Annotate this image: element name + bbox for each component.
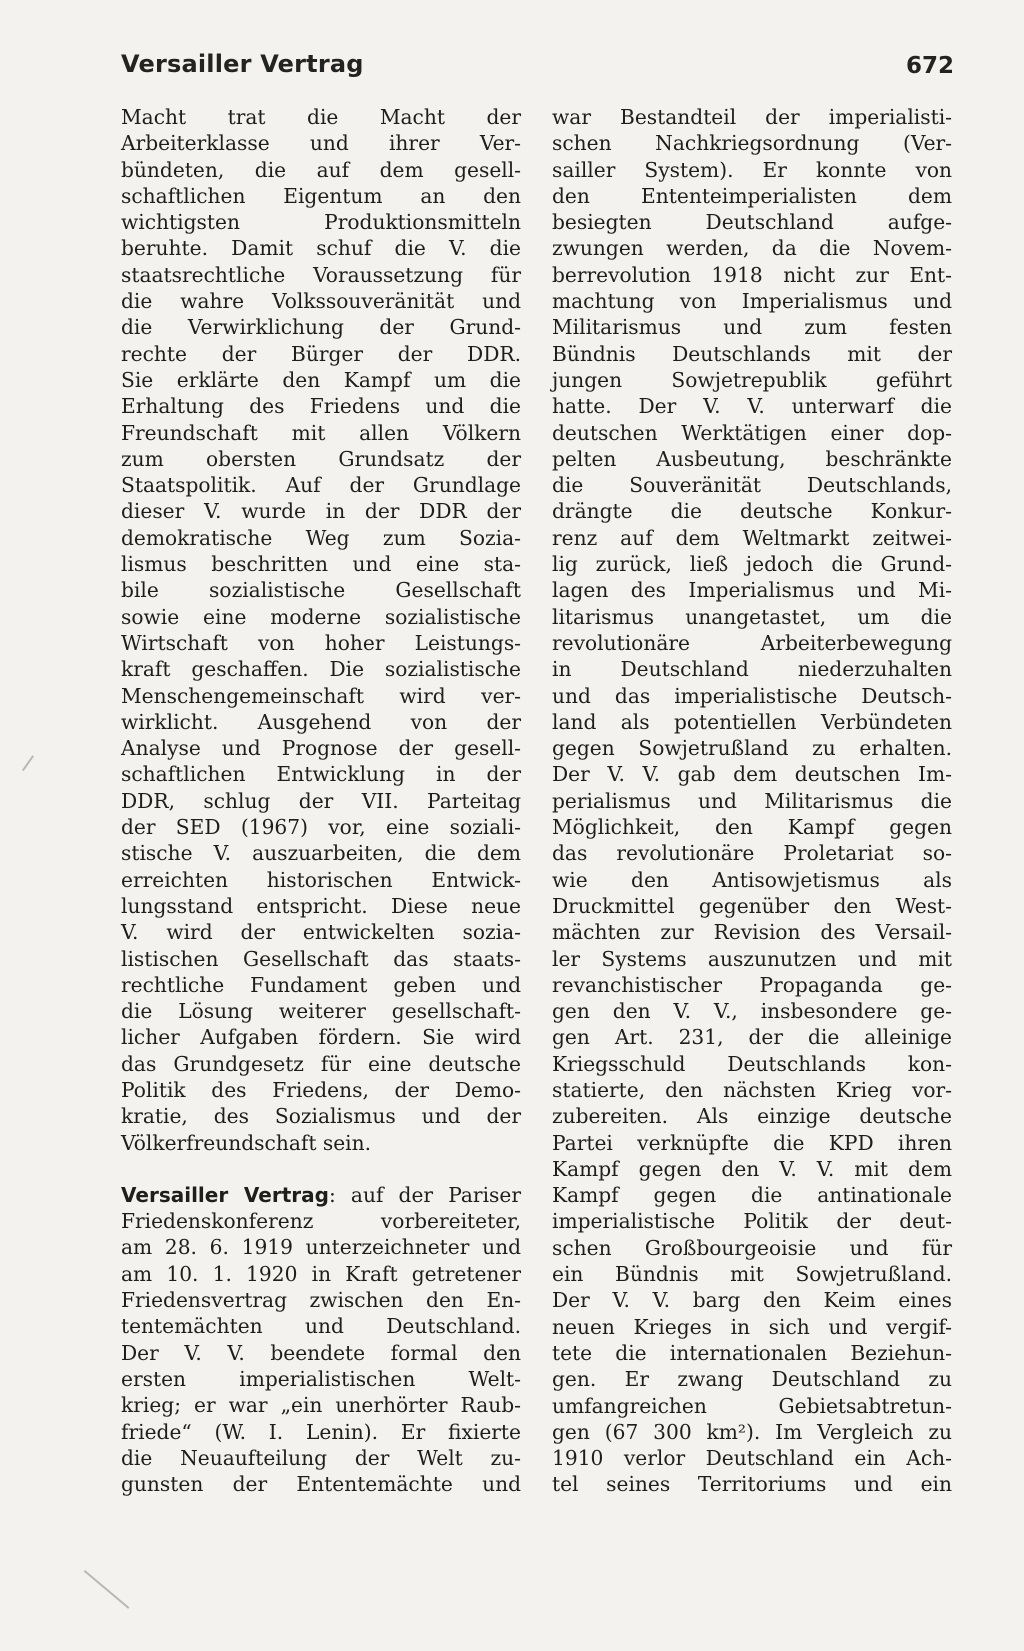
text-line: Friedensvertrag zwischen den En-: [121, 1288, 521, 1313]
text-line: ler Systems auszunutzen und mit: [552, 946, 952, 971]
left-column: [121, 104, 521, 1497]
text-line: sowie eine moderne sozialistische: [121, 604, 521, 629]
text-line: licher Aufgaben fördern. Sie wird: [121, 1025, 521, 1050]
text-line: dieser V. wurde in der DDR der: [121, 499, 521, 524]
text-line: Macht trat die Macht der: [121, 105, 521, 129]
text-line: gen Art. 231, der die alleinige: [552, 1025, 952, 1050]
text-line: drängte die deutsche Konkur-: [552, 499, 952, 524]
text-line: Kampf gegen die antinationale: [552, 1183, 952, 1208]
text-line: Bündnis Deutschlands mit der: [552, 341, 952, 366]
text-line: bündeten, die auf dem gesell-: [121, 157, 521, 182]
text-line: Sie erklärte den Kampf um die: [121, 367, 521, 392]
text-line: beruhte. Damit schuf die V. die: [121, 236, 521, 261]
text-line: statierte, den nächsten Krieg vor-: [552, 1077, 952, 1102]
text-line: schen Großbourgeoisie und für: [552, 1235, 952, 1260]
text-line: zum obersten Grundsatz der: [121, 446, 521, 471]
text-line: gegen Sowjetrußland zu erhalten.: [552, 736, 952, 761]
page-number: 672: [905, 53, 954, 79]
text-line: umfangreichen Gebietsabtretun-: [552, 1393, 952, 1418]
text-line: zubereiten. Als einzige deutsche: [552, 1104, 952, 1129]
text-line: lismus beschritten und eine sta-: [121, 552, 521, 577]
text-line: in Deutschland niederzuhalten: [552, 657, 952, 682]
text-line: krieg; er war „ein unerhörter Raub-: [121, 1393, 521, 1418]
text-line: perialismus und Militarismus die: [552, 788, 952, 813]
text-line: sailler System). Er konnte von: [552, 157, 952, 182]
text-line: litarismus unangetastet, um die: [552, 604, 952, 629]
entry-term: Versailler Vertrag: [121, 1182, 329, 1207]
text-line: machtung von Imperialismus und: [552, 289, 952, 314]
text-line: Wirtschaft von hoher Leistungs-: [121, 630, 521, 655]
text-line: berrevolution 1918 nicht zur Ent-: [552, 262, 952, 287]
text-line: hatte. Der V. V. unterwarf die: [552, 394, 952, 419]
text-line: schaftlichen Eigentum an den: [121, 183, 521, 208]
text-line: DDR, schlug der VII. Parteitag: [121, 788, 521, 813]
text-line: Kampf gegen den V. V. mit dem: [552, 1156, 952, 1181]
text-line: Der V. V. barg den Keim eines: [552, 1288, 952, 1313]
text-line: listischen Gesellschaft das staats-: [121, 946, 521, 971]
text-line: V. wird der entwickelten sozia-: [121, 920, 521, 945]
text-line: den Ententeimperialisten dem: [552, 183, 952, 208]
text-line: Möglichkeit, den Kampf gegen: [552, 815, 952, 840]
text-line: die Souveränität Deutschlands,: [552, 473, 952, 498]
text-line: 1910 verlor Deutschland ein Ach-: [552, 1446, 952, 1471]
text-line: Der V. V. beendete formal den: [121, 1340, 521, 1365]
text-line: Freundschaft mit allen Völkern: [121, 420, 521, 445]
text-line: Völkerfreundschaft sein.: [121, 1130, 372, 1155]
text-line: renz auf dem Weltmarkt zeitwei-: [552, 525, 952, 550]
text-line: gen den V. V., insbesondere ge-: [552, 999, 952, 1024]
text-line: tete die internationalen Beziehun-: [552, 1340, 952, 1365]
text-line: rechte der Bürger der DDR.: [121, 341, 521, 366]
text-line: Staatspolitik. Auf der Grundlage: [121, 473, 521, 498]
text-line: Druckmittel gegenüber den West-: [552, 893, 952, 918]
entry-heading-rest: : auf der Pariser: [328, 1182, 522, 1207]
text-line: mächten zur Revision des Versail-: [552, 920, 952, 945]
text-line: Menschengemeinschaft wird ver-: [121, 683, 521, 708]
text-line: Analyse und Prognose der gesell-: [121, 736, 521, 761]
text-line: Erhaltung des Friedens und die: [121, 394, 521, 419]
text-line: und das imperialistische Deutsch-: [552, 683, 952, 708]
text-line: jungen Sowjetrepublik geführt: [552, 367, 952, 392]
text-line: schen Nachkriegsordnung (Ver-: [552, 131, 952, 156]
text-line: pelten Ausbeutung, beschränkte: [552, 446, 952, 471]
text-line: lagen des Imperialismus und Mi-: [552, 578, 952, 603]
text-line: Friedenskonferenz vorbereiteter,: [121, 1209, 521, 1234]
text-line: die Neuaufteilung der Welt zu-: [121, 1445, 521, 1470]
text-line: schaftlichen Entwicklung in der: [121, 762, 521, 787]
text-line: tentemächten und Deutschland.: [121, 1314, 521, 1339]
text-line: lungsstand entspricht. Diese neue: [121, 893, 521, 918]
entry-separator: [121, 1156, 521, 1182]
text-line: die Verwirklichung der Grund-: [121, 315, 521, 340]
text-line: das revolutionäre Proletariat so-: [552, 841, 952, 866]
text-line: Arbeiterklasse und ihrer Ver-: [121, 131, 521, 156]
text-line: wie den Antisowjetismus als: [552, 867, 952, 892]
text-line: Militarismus und zum festen: [552, 315, 952, 340]
text-line: gen. Er zwang Deutschland zu: [552, 1367, 952, 1392]
text-line: die Lösung weiterer gesellschaft-: [121, 999, 521, 1024]
text-line: demokratische Weg zum Sozia-: [121, 525, 521, 550]
text-line: Der V. V. gab dem deutschen Im-: [552, 762, 952, 787]
text-line: bile sozialistische Gesellschaft: [121, 578, 521, 603]
text-line: Politik des Friedens, der Demo-: [121, 1077, 521, 1102]
running-head: Versailler Vertrag: [121, 50, 364, 78]
text-line: kratie, des Sozialismus und der: [121, 1104, 521, 1129]
text-line: ein Bündnis mit Sowjetrußland.: [552, 1262, 952, 1287]
text-line: kraft geschaffen. Die sozialistische: [121, 657, 521, 682]
text-line: imperialistische Politik der deut-: [552, 1209, 952, 1234]
text-line: wirklicht. Ausgehend von der: [121, 709, 521, 734]
text-line: land als potentiellen Verbündeten: [552, 709, 952, 734]
text-line: besiegten Deutschland aufge-: [552, 210, 952, 235]
text-line: am 10. 1. 1920 in Kraft getretener: [121, 1261, 521, 1286]
text-line: rechtliche Fundament geben und: [121, 972, 521, 997]
text-line: das Grundgesetz für eine deutsche: [121, 1051, 521, 1076]
margin-pencil-mark: [22, 755, 34, 771]
entry-heading-line: [121, 1182, 521, 1208]
text-line: ersten imperialistischen Welt-: [121, 1366, 521, 1391]
right-column: [552, 104, 952, 1498]
text-line: revanchistischer Propaganda ge-: [552, 972, 952, 997]
margin-pencil-mark: [84, 1570, 129, 1608]
text-line: stische V. auszuarbeiten, die dem: [121, 841, 521, 866]
text-line: war Bestandteil der imperialisti-: [552, 105, 952, 129]
text-line: gunsten der Ententemächte und: [121, 1472, 521, 1497]
text-line: revolutionäre Arbeiterbewegung: [552, 630, 952, 655]
text-line: erreichten historischen Entwick-: [121, 867, 521, 892]
text-line: zwungen werden, da die Novem-: [552, 236, 952, 261]
text-line: die wahre Volkssouveränität und: [121, 289, 521, 314]
text-line: am 28. 6. 1919 unterzeichneter und: [121, 1235, 521, 1260]
text-line: deutschen Werktätigen einer dop-: [552, 420, 952, 445]
text-line: der SED (1967) vor, eine soziali-: [121, 815, 521, 840]
text-line: staatsrechtliche Voraussetzung für: [121, 262, 521, 287]
text-line: wichtigsten Produktionsmitteln: [121, 210, 521, 235]
text-line: Kriegsschuld Deutschlands kon-: [552, 1051, 952, 1076]
text-line: friede“ (W. I. Lenin). Er fixierte: [121, 1419, 521, 1444]
text-line: lig zurück, ließ jedoch die Grund-: [552, 552, 952, 577]
text-line: neuen Krieges in sich und vergif-: [552, 1314, 952, 1339]
text-line: tel seines Territoriums und ein: [552, 1472, 952, 1497]
text-line: Partei verknüpfte die KPD ihren: [552, 1130, 952, 1155]
text-line: gen (67 300 km²). Im Vergleich zu: [552, 1419, 952, 1444]
